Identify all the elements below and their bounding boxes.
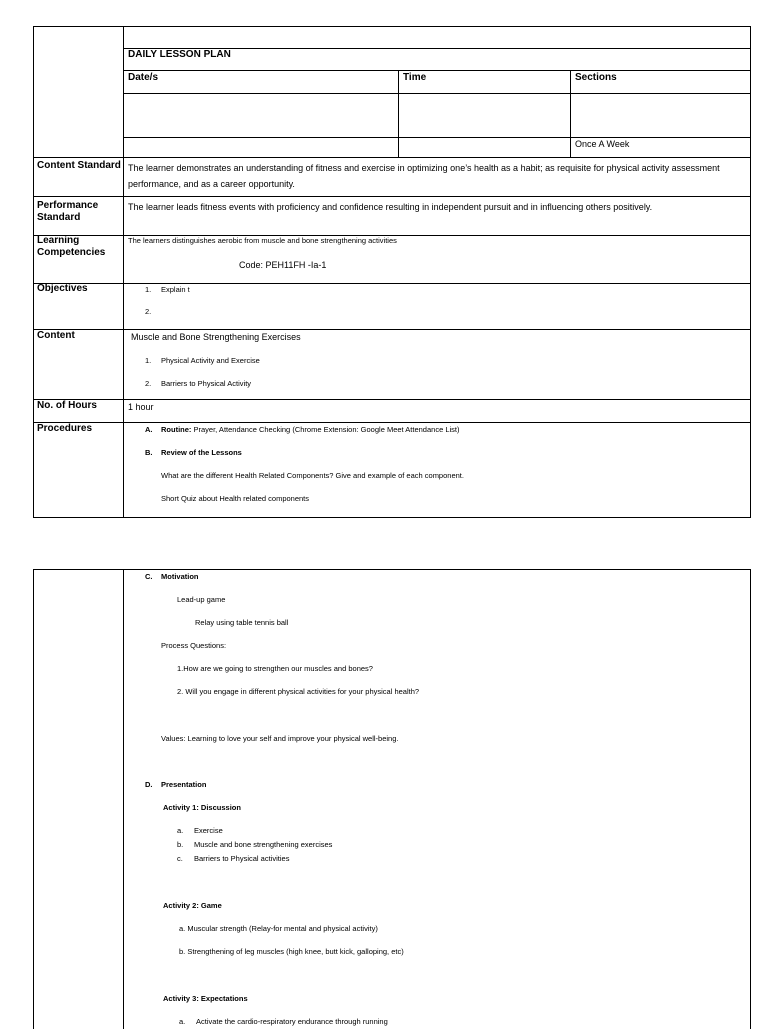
learning-competencies-label: Learning Competencies <box>37 235 106 258</box>
table-column-divider <box>570 70 571 158</box>
content-title: Muscle and Bone Strengthening Exercises <box>131 332 301 342</box>
activity-1-item: Barriers to Physical activities <box>194 854 290 863</box>
routine-detail: Prayer, Attendance Checking (Chrome Extension: Google Meet Attendance List) <box>191 425 460 434</box>
activity-3-heading: Activity 3: Expectations <box>163 994 248 1003</box>
content-item-2-text: Barriers to Physical Activity <box>161 379 252 388</box>
table-rule <box>33 422 750 423</box>
activity-2-heading: Activity 2: Game <box>163 901 222 910</box>
review-question: What are the different Health Related Components? Give and example of each component. <box>161 471 464 480</box>
table-rule <box>123 137 750 138</box>
leadup-game: Lead-up game <box>177 595 226 604</box>
activity-2-item-b: b. Strengthening of leg muscles (high knee, butt kick, galloping, etc) <box>179 947 404 956</box>
table-rule <box>123 93 750 94</box>
table-rule <box>33 283 750 284</box>
activity-1-item-letter: a. <box>177 826 184 835</box>
plan-title: DAILY LESSON PLAN <box>128 49 231 60</box>
time-column-header: Time <box>403 72 427 83</box>
content-label: Content <box>37 330 75 341</box>
activity-1-item-letter: b. <box>177 840 184 849</box>
routine-letter: A. <box>145 425 153 434</box>
sections-value: Once A Week <box>575 139 630 149</box>
values-statement: Values: Learning to love your self and improve your physical well-being. <box>161 734 399 743</box>
table-border-right <box>750 569 751 1029</box>
relay-game: Relay using table tennis ball <box>195 618 289 627</box>
activity-2-item-a: a. Muscular strength (Relay-for mental and physical activity) <box>179 924 378 933</box>
process-questions-heading: Process Questions: <box>161 641 227 650</box>
content-standard-label: Content Standard <box>37 160 121 171</box>
content-standard-text: The learner demonstrates an understanding of fitness and exercise in optimizing one’s health as a habit; as requisite for physical activity assessment performance, and as a career opportunity. <box>128 163 720 189</box>
activity-1-heading: Activity 1: Discussion <box>163 803 241 812</box>
date-column-header: Date/s <box>128 72 159 83</box>
motivation-letter: C. <box>145 572 153 581</box>
table-rule <box>33 157 750 158</box>
hours-value: 1 hour <box>128 402 154 412</box>
table-border-top <box>33 26 750 27</box>
activity-1-item-letter: c. <box>177 854 183 863</box>
presentation-heading: Presentation <box>161 780 207 789</box>
process-question-2: 2. Will you engage in different physical activities for your physical health? <box>177 687 420 696</box>
table-rule <box>123 70 750 71</box>
performance-standard-text: The learner leads fitness events with proficiency and confidence resulting in independent pursuit and in influencing others positively. <box>128 202 653 212</box>
table-column-divider <box>123 569 124 1029</box>
table-border-top <box>33 569 750 570</box>
table-rule <box>33 329 750 330</box>
content-item-1-text: Physical Activity and Exercise <box>161 356 260 365</box>
table-column-divider <box>398 70 399 158</box>
activity-3-item-a: Activate the cardio-respiratory endurance through running <box>196 1017 388 1026</box>
hours-label: No. of Hours <box>37 400 97 411</box>
presentation-letter: D. <box>145 780 153 789</box>
table-border-bottom <box>33 517 750 518</box>
performance-standard-label: Performance Standard <box>37 200 99 223</box>
table-rule <box>33 196 750 197</box>
content-item-1-number: 1. <box>145 356 152 365</box>
process-question-1: 1.How are we going to strengthen our muscles and bones? <box>177 664 373 673</box>
motivation-heading: Motivation <box>161 572 199 581</box>
table-border-left <box>33 26 34 518</box>
objective-2-number: 2. <box>145 307 152 316</box>
table-border-right <box>750 26 751 518</box>
objective-1-number: 1. <box>145 285 152 294</box>
activity-1-item: Exercise <box>194 826 223 835</box>
review-heading: Review of the Lessons <box>161 448 242 457</box>
table-column-divider <box>123 26 124 518</box>
competency-code: Code: PEH11FH -Ia-1 <box>239 260 327 270</box>
content-item-2-number: 2. <box>145 379 152 388</box>
table-rule <box>33 399 750 400</box>
activity-3-item-letter: a. <box>179 1017 186 1026</box>
procedures-label: Procedures <box>37 423 93 434</box>
routine-heading: Routine: <box>161 425 192 434</box>
activity-1-item: Muscle and bone strengthening exercises <box>194 840 333 849</box>
review-quiz: Short Quiz about Health related components <box>161 494 310 503</box>
sections-column-header: Sections <box>575 72 617 83</box>
objectives-label: Objectives <box>37 283 88 294</box>
learning-competencies-text: The learners distinguishes aerobic from muscle and bone strengthening activities <box>128 236 397 245</box>
table-border-left <box>33 569 34 1029</box>
review-letter: B. <box>145 448 153 457</box>
objective-1-text: Explain t <box>161 285 190 294</box>
routine-text <box>161 425 460 435</box>
